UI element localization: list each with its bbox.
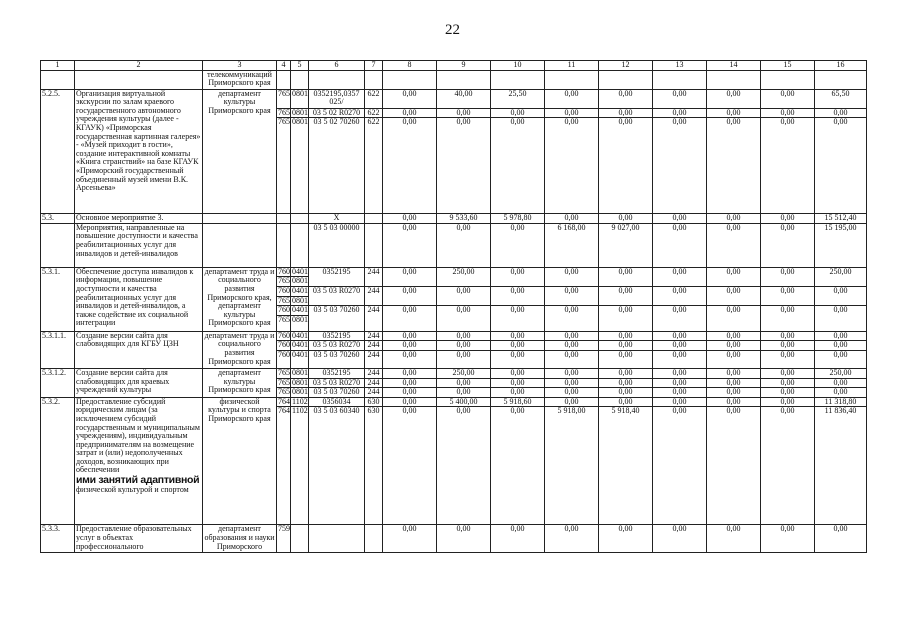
table-row: Мероприятия, направленные на повышение доступности и качества реабилитационных услуг для инвалидов и детей-инвалидов 03 5 03 00000 0,00 0,00 0,00 6 168,00 9 027,00 0,00 0,00 0,00 15 195,00	[41, 223, 867, 267]
item-description: Предоставление образовательных услуг в объектах профессионального	[75, 525, 203, 553]
item-number: 5.3.	[41, 214, 75, 224]
header-row	[41, 61, 867, 71]
item-description: Основное мероприятие 3.	[75, 214, 203, 224]
column-header: 3	[203, 61, 277, 71]
table-row: 5.3.2. Предоставление субсидий юридическим лицам (за исключением субсидий государственным и муниципальным учреждениям), индивидуальным предпринимателям на возмещение затрат и (или) недополученных доходов, возникающих при обеспечении ими занятий адаптивной физической культурой и спортом физической культуры и спорта Приморского края 764 1102 0356034 630 0,00 5 400,00 5 918,60 0,00 0,00 0,00 0,00 0,00 11 318,80	[41, 397, 867, 407]
table-row	[41, 70, 867, 89]
table-row: 5.3.1.2. Создание версии сайта для слабовидящих для краевых учреждений культуры департамент культуры Приморского края 765 0801 0352195 244 0,00 250,00 0,00 0,00 0,00 0,00 0,00 0,00 250,00	[41, 368, 867, 378]
column-header: 8	[383, 61, 437, 71]
table-row: 765 0801	[278, 276, 308, 286]
table-row: 765 0801	[41, 315, 867, 331]
executor-cell: департамент культуры Приморского края	[203, 368, 277, 397]
item-number: 5.3.3.	[41, 525, 75, 553]
column-header: 6	[309, 61, 365, 71]
table-row: 760 0401 03 5 03 70260 244 0,00 0,00 0,00 0,00 0,00 0,00 0,00 0,00 0,00	[41, 350, 867, 368]
item-number: 5.2.5.	[41, 89, 75, 214]
table-row: 764 1102 03 5 03 60340 630 0,00 0,00 0,00 5 918,00 5 918,40 0,00 0,00 0,00 11 836,40	[41, 407, 867, 525]
table-row: 5.3.3. Предоставление образовательных услуг в объектах профессионального департамент образования и науки Приморского 759 0,00 0,00 0,00 0,00 0,00 0,00 0,00 0,00 0,00	[41, 525, 867, 553]
column-header: 5	[291, 61, 309, 71]
item-description: Обеспечение доступа инвалидов к информации, повышение доступности и качества реабилитационных услуг для инвалидов и детей-инвалидов, а также содействие их социальной интеграции	[75, 267, 203, 331]
item-number: 5.3.1.	[41, 267, 75, 331]
column-header: 15	[761, 61, 815, 71]
table-row: 5.3.1.1. Создание версии сайта для слабовидящих для КГБУ ЦЗН департамент труда и социального развития Приморского края 760 0401 0352195 244 0,00 0,00 0,00 0,00 0,00 0,00 0,00 0,00 0,00	[41, 331, 867, 341]
column-header: 14	[707, 61, 761, 71]
executor-cell: департамент культуры Приморского края	[203, 89, 277, 214]
item-description: Предоставление субсидий юридическим лицам (за исключением субсидий государственным и муниципальным учреждениям), индивидуальным предпринимателям на возмещение затрат и (или) недополученных доходов, возникающих при обеспечении ими занятий адаптивной физической культурой и спортом	[75, 397, 203, 525]
table-row: 5.3.1. Обеспечение доступа инвалидов к информации, повышение доступности и качества реабилитационных услуг для инвалидов и детей-инвалидов, а также содействие их социальной интеграции департамент труда и социального развития Приморского края, департамент культуры Приморского края 760 0401 0352195 244 0,00 250,00 0,00 0,00 0,00 0,00 0,00 0,00 250,00	[41, 267, 867, 277]
budget-table	[40, 60, 867, 553]
table-row: 765 0801 03 5 02 70260 622 0,00 0,00 0,00 0,00 0,00 0,00 0,00 0,00 0,00	[41, 118, 867, 214]
column-header: 4	[277, 61, 291, 71]
column-header: 16	[815, 61, 867, 71]
item-number: 5.3.2.	[41, 397, 75, 525]
executor-cell: телекоммуникаций Приморского края	[203, 70, 277, 89]
table-row: 760 0401 03 5 03 R0270 244 0,00 0,00 0,00 0,00 0,00 0,00 0,00 0,00 0,00	[41, 341, 867, 351]
table-row: 760 0401 03 5 03 70260 244 0,00 0,00 0,00 0,00 0,00 0,00 0,00 0,00 0,00	[41, 306, 867, 316]
table-row: 5.3. Основное мероприятие 3. X 0,00 9 533,60 5 978,80 0,00 0,00 0,00 0,00 0,00 15 512,40	[41, 214, 867, 224]
item-number: 5.3.1.1.	[41, 331, 75, 368]
table-row: 760 0401 03 5 03 R0270 244 0,00 0,00 0,00 0,00 0,00 0,00 0,00 0,00 0,00	[41, 286, 867, 296]
item-description: Мероприятия, направленные на повышение доступности и качества реабилитационных услуг для инвалидов и детей-инвалидов	[75, 223, 203, 267]
table-row: 5.2.5. Организация виртуальной экскурсии по залам краевого государственного автономного учреждения культуры (далее - КГАУК) «Приморская государственная картинная галерея» - «Музей приходит в гости», создание интерактивной комнаты «Книга странствий» на базе КГАУК «Приморский государственный объединенный музей имени В.К. Арсеньева» департамент культуры Приморского края 765 0801 0352195,0357 025/ 622 0,00 40,00 25,50 0,00 0,00 0,00 0,00 0,00 65,50	[41, 89, 867, 108]
page-number: 22	[445, 22, 460, 38]
column-header: 13	[653, 61, 707, 71]
column-header: 1	[41, 61, 75, 71]
executor-cell: физической культуры и спорта Приморского края	[203, 397, 277, 525]
column-header: 10	[491, 61, 545, 71]
executor-cell: департамент образования и науки Приморского	[203, 525, 277, 553]
executor-cell: департамент труда и социального развития Приморского края	[203, 331, 277, 368]
table-row: 765 0801 03 5 03 R0270 244 0,00 0,00 0,00 0,00 0,00 0,00 0,00 0,00 0,00	[41, 378, 867, 388]
item-number: 5.3.1.2.	[41, 368, 75, 397]
column-header: 9	[437, 61, 491, 71]
executor-cell: департамент труда и социального развития Приморского края, департамент культуры Приморского края	[203, 267, 277, 331]
column-header: 12	[599, 61, 653, 71]
column-header: 2	[75, 61, 203, 71]
column-header: 11	[545, 61, 599, 71]
column-header: 7	[365, 61, 383, 71]
item-description: Создание версии сайта для слабовидящих для КГБУ ЦЗН	[75, 331, 203, 368]
table-row: 765 0801 03 5 03 70260 244 0,00 0,00 0,00 0,00 0,00 0,00 0,00 0,00 0,00	[41, 388, 867, 398]
item-description: Создание версии сайта для слабовидящих для краевых учреждений культуры	[75, 368, 203, 397]
item-description: Организация виртуальной экскурсии по залам краевого государственного автономного учреждения культуры (далее - КГАУК) «Приморская государственная картинная галерея» - «Музей приходит в гости», создание интерактивной комнаты «Книга странствий» на базе КГАУК «Приморский государственный объединенный музей имени В.К. Арсеньева»	[75, 89, 203, 214]
table-row: 765 0801	[278, 296, 308, 305]
table-row: 765 0801 03 5 02 R0270 622 0,00 0,00 0,00 0,00 0,00 0,00 0,00 0,00 0,00	[41, 108, 867, 118]
